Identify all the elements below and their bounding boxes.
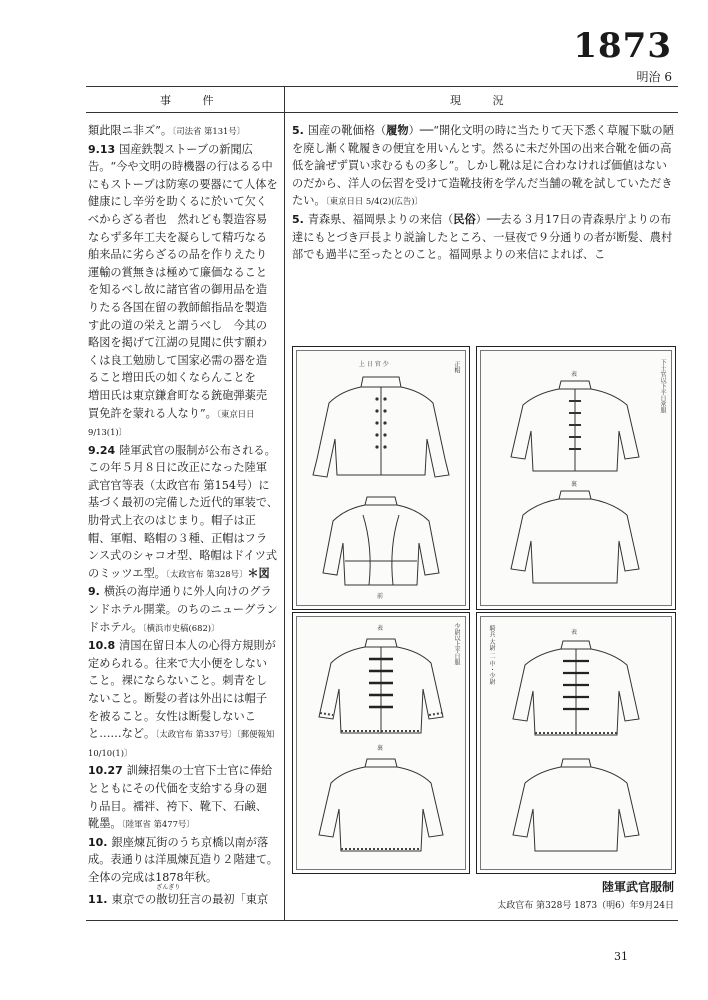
page-number: 31 (614, 950, 628, 963)
uniform-panel-nco (476, 346, 676, 610)
panel-side-label: 正帽 (453, 361, 460, 373)
panel-side-label: 少尉以上平日服 (453, 623, 460, 665)
ruby-annotation: ざんぎり 散切 (156, 883, 181, 906)
header-rule-top (86, 86, 678, 87)
officer-tunic-drawing (293, 347, 469, 609)
nco-tunic-drawing (477, 347, 675, 609)
panel-label: 上 日 官 少 (359, 361, 389, 368)
event-entry: 9.13 国産鉄製ストーブの新聞広告。“今や文明の時機器の行はるる中にもストーブは防寒の要器にて人体を健康にし辛労を助くるに於いて欠くべからざる者也 然れども製造容易ならず多年工夫を凝らして精巧なる舶来品に劣らざるの品を作りえたり 運輸の賞無きは極めて廉価なることを知るべし故に諸官省の御用品を造りたる各国在留の教師館指品を製造す此の道の栄えと謂うべし 今其の略図を掲げて江湖の見聞に供す願わくは良工勉励して国家必需の器を造ること増田氏の如くならんことを 増田氏は東京鎌倉町なる銃砲弾薬売買免許を蒙れる人なり”。〔東京日日 9/13(1)〕 (88, 142, 279, 438)
figure-caption: 陸軍武官服制 (601, 880, 674, 894)
situation-entry: 5. 青森県、福岡県よりの来信（民俗）──去る３月17日の青森県庁よりの布達にもとづき戸長より説論したところ、一昼夜で９分通りの者が断髪、農村部でも過半に至ったとのこと。福岡県よりの来信によれば、こ (292, 211, 673, 262)
event-entry: 10. 銀座煉瓦街のうち京橋以南が落成。表通りは洋風煉瓦造り２階建て。全体の完成は1878年秋。 (88, 835, 278, 884)
event-entry: 11. 東京での ざんぎり 散切狂言の最初「東京 (88, 883, 269, 906)
events-column (88, 122, 278, 908)
uniform-illustration (292, 346, 674, 872)
event-entry: 9. 横浜の海岸通りに外人向けのグランドホテル開業。のちのニューグランドホテル。〔横浜市史稿(682)〕 (88, 585, 278, 634)
page-era: 明治 6 (636, 70, 672, 84)
panel-label: 表 (377, 625, 384, 632)
panel-label: 表 (571, 629, 578, 636)
event-entry: 10.27 訓練招集の士官下士官に俸給とともにその代価を支給する身の廻り品目。襦袢、袴下、靴下、石鹸、靴墨。〔陸軍省 第477号〕 (88, 764, 273, 831)
footer-rule (86, 920, 678, 921)
panel-side-label: 下士官以下平日常服 (659, 359, 666, 413)
lieutenant-tunic-drawing (293, 613, 469, 873)
uniform-panel-cavalry (476, 612, 676, 874)
panel-label: 前 (377, 593, 384, 600)
situation-entry: 5. 国産の靴価格（履物）──“開化文明の時に当たりて天下悉く草履下駄の陋を廃し漸く靴履きの便宜を用いんとす。然るに未だ外国の出来合靴を価の高低を論ぜず買い求むるもの多し”。しかし靴は足に合わなければ価値はないのだから、洋人の伝習を受けて造靴技術を学んだ当舗の靴を試していただきたい。〔東京日日 5/4(2)(広告)〕 (292, 123, 674, 208)
panel-label: 裏 (377, 745, 384, 752)
header-rule-bottom (86, 112, 678, 113)
panel-label: 裏 (571, 481, 578, 488)
event-entry: 10.8 清国在留日本人の心得方規則が定められる。往来で大小便をしないこと。裸にならないこと。刺青をしないこと。断髪の者は外出には帽子を被ること。女性は断髪しないこと……など。〔太政官布 第337号〕〔郵便報知 10/10(1)〕 (88, 639, 276, 758)
panel-label: 表 (571, 371, 578, 378)
page-year: 1873 (573, 26, 672, 66)
event-entry: 類此限ニ非ズ”。〔司法省 第131号〕 (88, 124, 246, 137)
uniform-panel-officer (292, 346, 470, 610)
events-column-heading: 事 件 (160, 94, 228, 107)
figure-source: 太政官布 第328号 1873（明6）年9月24日 (497, 901, 674, 911)
panel-side-label: 騎兵 大尉 二 中・少尉 (488, 625, 495, 685)
cavalry-tunic-drawing (477, 613, 675, 873)
event-entry: 9.24 陸軍武官の服制が公布される。この年５月８日に改正になった陸軍武官官等表（太政官布 第154号）に基づく最初の完備した近代的軍装で、肋骨式上衣のはじまり。帽子は正帽、軍帽、略帽の３種、正帽はフランス式のシャコオ型、略帽はドイツ式のミッツエ型。〔太政官布 第328号〕＊図 (88, 443, 278, 580)
column-divider (284, 86, 285, 920)
situation-column-heading: 現 況 (450, 94, 518, 107)
situation-column (292, 122, 676, 264)
uniform-panel-lieutenant (292, 612, 470, 874)
